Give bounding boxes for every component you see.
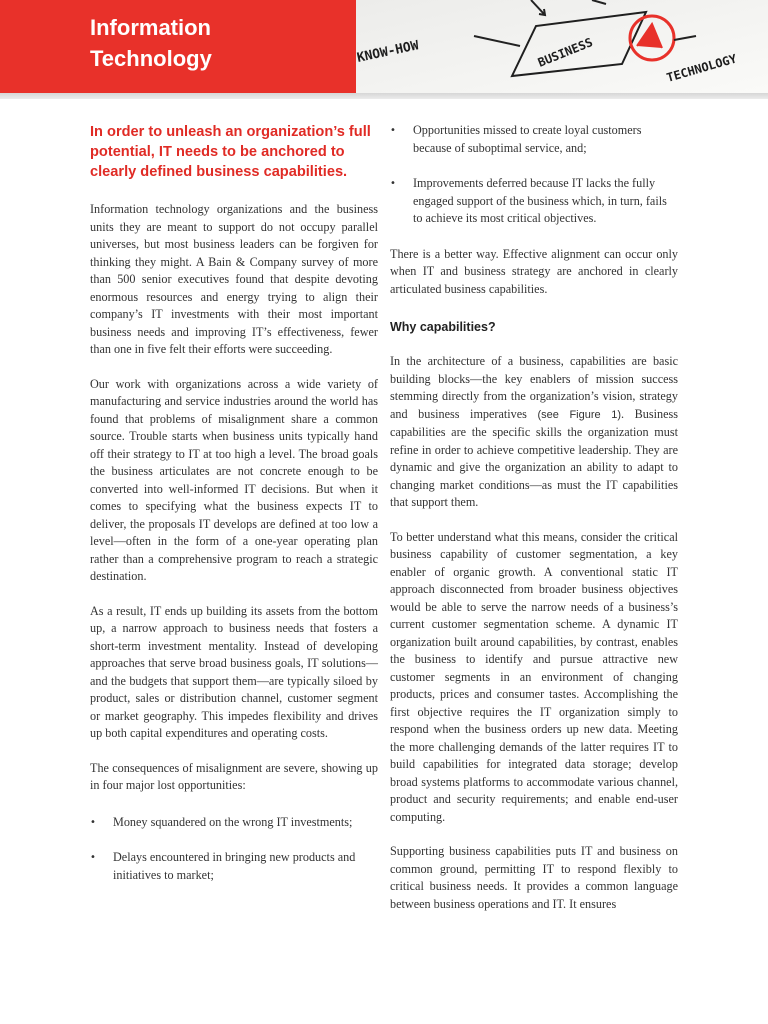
list-item-text: Money squandered on the wrong IT investments; <box>113 814 353 829</box>
know-how-label: KNOW-HOW <box>356 38 421 66</box>
section-title-line2: Technology <box>90 46 212 71</box>
list-item <box>90 849 378 884</box>
body-paragraph: Supporting business capabilities puts IT and business on common ground, permitting IT to respond flexibly to critical business needs. It provides a common language between business operations and IT. It ensures <box>390 844 678 911</box>
body-paragraph: The consequences of misalignment are severe, showing up in four major lost opportunities: <box>90 760 378 792</box>
header-photo-sketch <box>356 0 768 93</box>
body-paragraph <box>390 353 678 512</box>
list-item-text: Opportunities missed to create loyal customers because of suboptimal service, and; <box>413 123 642 155</box>
body-paragraph: As a result, IT ends up building its assets from the bottom up, a narrow approach to business needs that fosters a short-term investment mentality. Instead of developing approaches that serve broad business goals, IT solutions—and the budgets that support them—are typically siloed by product, sales or distribution channel, customer segment or market geography. This impedes flexibility and drives up both capital expenditures and operating costs. <box>90 603 378 740</box>
lead-paragraph: In order to unleash an organization’s full potential, IT needs to be anchored to clearly defined business capabilities. <box>90 124 371 180</box>
header-divider <box>0 93 768 99</box>
list-item <box>390 175 678 228</box>
list-item <box>390 122 678 157</box>
body-text: In the architecture of a business, capabilities are basic building blocks—the key enablers of mission success stemming directly from the organization’s vision, strategy and business imperatives <box>390 354 678 421</box>
figure-reference-link[interactable]: (see Figure 1) <box>537 408 622 421</box>
body-paragraph: Our work with organizations across a wide variety of manufacturing and service industries around the world has found that problems of misalignment share a common source. Trouble starts when business units typically hand off their strategy to IT at too high a level. The broad goals the business articulates are not concrete enough to be converted into well-informed IT decisions. But when it comes to specifying what the business expects IT to deliver, the proposals IT develops are defined at too low a level—often in the form of a one-year operating plan rather than a comprehensive program to reach a strategic destination. <box>90 376 378 583</box>
business-label: BUSINESS <box>535 35 595 70</box>
right-column <box>390 122 678 930</box>
body-text: . Business capabilities are the specific skills the organization must refine in order to achieve competitive leadership. They are dynamic and give the organization an ability to adapt to changing market conditions—as must the IT capabilities that support them. <box>390 406 678 509</box>
list-item <box>90 814 378 832</box>
body-paragraph: There is a better way. Effective alignment can occur only when IT and business strategy are anchored in clearly articulated business capabilities. <box>390 246 678 296</box>
bullet-icon: • <box>390 125 396 136</box>
bullet-icon: • <box>90 852 96 863</box>
section-title-line1: Information <box>90 15 211 40</box>
opportunity-list-continued <box>390 122 678 228</box>
section-heading: Why capabilities? <box>390 320 496 334</box>
body-paragraph: Information technology organizations and the business units they are meant to support do not occupy parallel universes, but most business leaders can be forgiven for thinking they might. A Bain & Company survey of more than 500 senior executives found that despite devoting enormous resources and energy trying to align their company’s IT investments with their most important business needs and improving IT’s effectiveness, fewer than one in five felt their efforts were succeeding. <box>90 202 378 356</box>
left-column <box>90 122 378 902</box>
body-paragraph: To better understand what this means, consider the critical business capability of customer segmentation, a key enabler of organic growth. A conventional static IT approach disconnected from broader business objectives would be able to serve the narrow needs of a business’s current customer segmentation scheme. A dynamic IT organization built around capabilities, by contrast, enables the business to identify and pursue attractive new customer segments in an environment of changing products, prices and consumer tastes. Accomplishing the first objective requires the IT organization simply to respond when the business orders up new data. Meeting the more challenging demands of the latter requires IT to build capabilities for integrated data storage; develop broad systems platforms to accommodate various channel, product and security requirements; and enable end-user computing. <box>390 529 678 824</box>
bullet-icon: • <box>90 816 96 828</box>
page-header <box>0 0 768 93</box>
list-item-text: Improvements deferred because IT lacks the fully engaged support of the business which, in turn, fails to achieve its most critical objectives. <box>413 176 667 225</box>
technology-label: TECHNOLOGY <box>664 51 739 85</box>
section-title <box>90 12 350 74</box>
list-item-text: Delays encountered in bringing new products and initiatives to market; <box>113 850 356 882</box>
opportunity-list <box>90 814 378 885</box>
header-red-panel <box>0 0 356 93</box>
bullet-icon: • <box>390 178 396 189</box>
